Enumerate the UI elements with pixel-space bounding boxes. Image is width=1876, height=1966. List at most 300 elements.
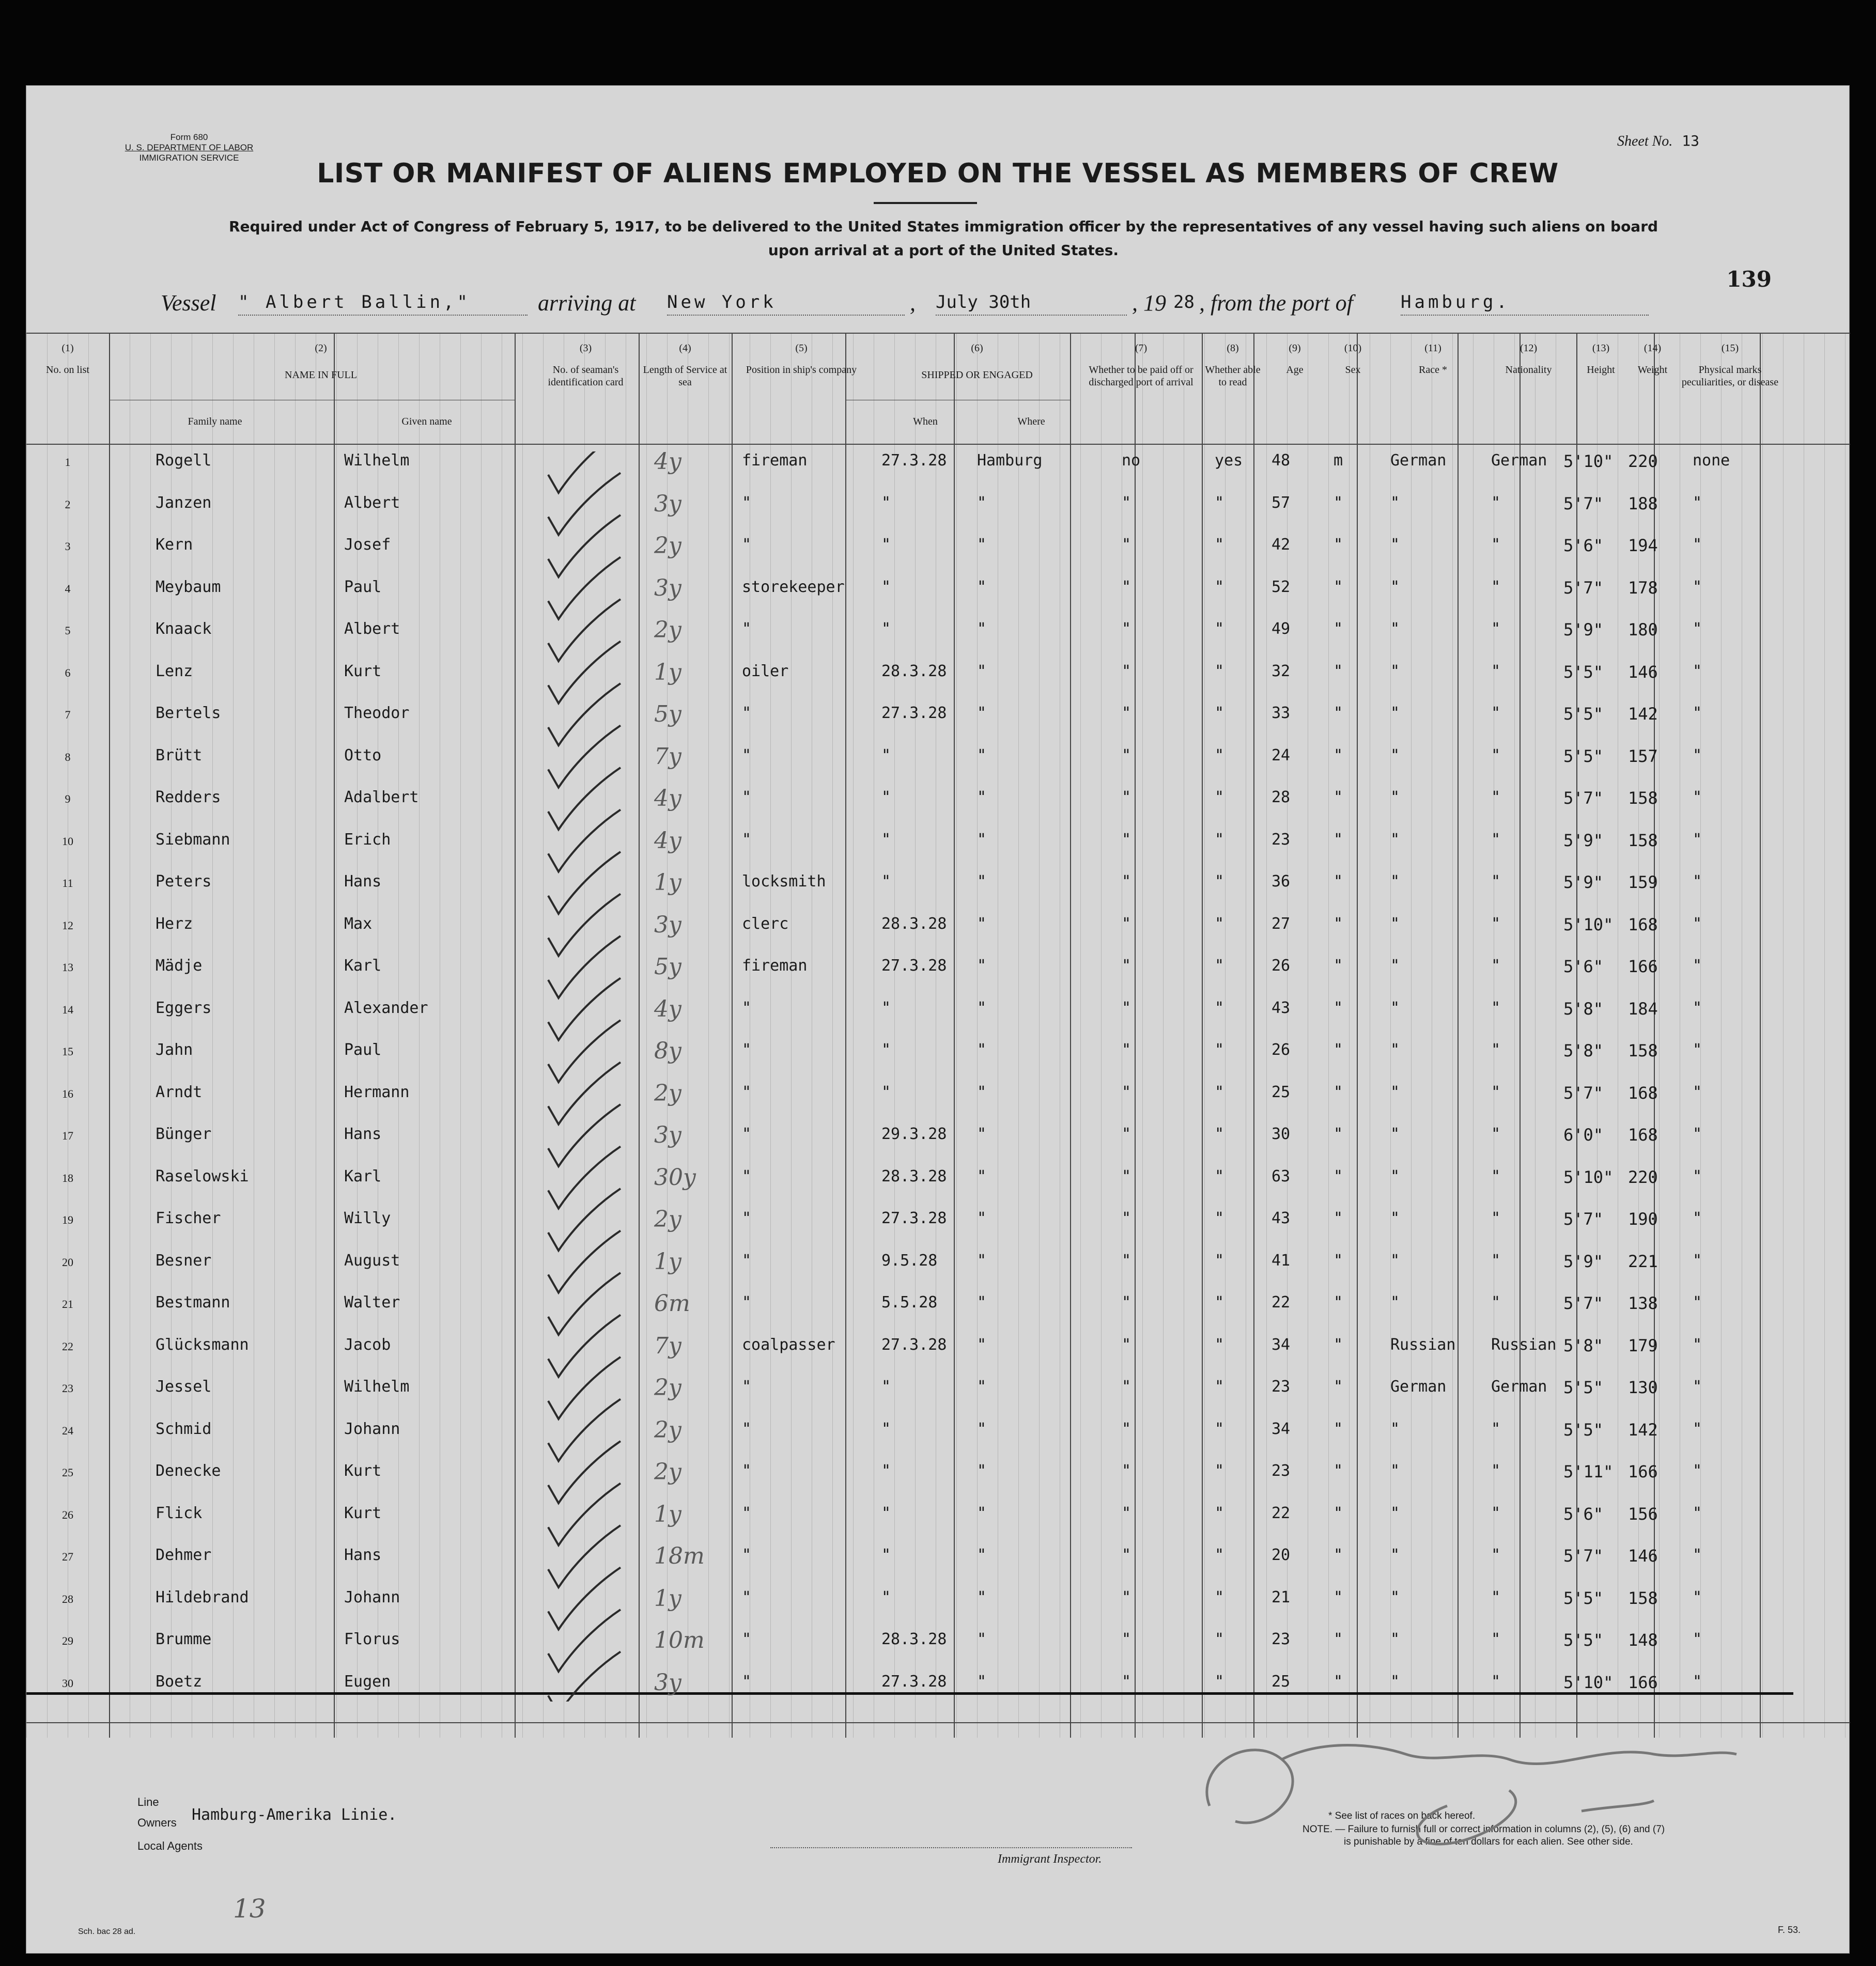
cell-service: 2y [654, 617, 681, 643]
cell-age: 27 [1272, 914, 1291, 933]
cell-read: " [1215, 1546, 1224, 1564]
cell-where: " [977, 1335, 987, 1354]
cell-position: locksmith [742, 872, 826, 891]
column-header-c1: No. on list [46, 364, 89, 376]
cell-height: 5'5" [1563, 1419, 1604, 1440]
manifest-sheet [26, 85, 1850, 1954]
column-header-given-name: Given name [401, 416, 452, 427]
fine-grid-line [1659, 333, 1660, 1738]
arriving-port: New York [667, 292, 905, 316]
row-number: 14 [62, 1003, 73, 1016]
cell-when: 28.3.28 [881, 1630, 947, 1648]
cell-sex: " [1334, 1672, 1343, 1691]
cell-when: " [881, 746, 891, 764]
cell-sex: " [1334, 1041, 1343, 1059]
cell-read: " [1215, 493, 1224, 512]
row-number: 28 [62, 1592, 73, 1605]
cell-position: " [742, 1419, 752, 1438]
cell-race: " [1390, 872, 1400, 891]
cell-height: 5'6" [1563, 957, 1604, 976]
cell-sex: " [1334, 620, 1343, 638]
cell-age: 34 [1272, 1335, 1291, 1354]
column-header-c3: No. of seaman's identification card [548, 364, 624, 388]
cell-position: " [742, 830, 752, 849]
cell-paid: " [1122, 1251, 1131, 1270]
cell-read: " [1215, 1335, 1224, 1354]
fine-grid-line [729, 333, 730, 1738]
cell-position: " [742, 746, 752, 764]
departure-port: Hamburg. [1401, 292, 1649, 316]
cell-when: " [881, 1546, 891, 1564]
cell-given: Willy [344, 1209, 391, 1227]
cell-where: " [977, 704, 987, 722]
cell-age: 42 [1272, 536, 1291, 554]
cell-weight: 156 [1628, 1504, 1658, 1524]
cell-position: " [742, 1125, 752, 1143]
column-rule [732, 333, 733, 1738]
row-number: 4 [65, 582, 71, 595]
cell-read: " [1215, 536, 1224, 554]
handwritten-sheet-number: 13 [233, 1894, 266, 1924]
column-header-c11: Race * [1419, 364, 1447, 376]
cell-service: 6m [654, 1290, 690, 1317]
cell-read: " [1215, 830, 1224, 849]
owners-value: Hamburg-Amerika Linie. [192, 1806, 397, 1824]
cell-race: " [1390, 704, 1400, 722]
checkmark [548, 810, 621, 872]
cell-when: 28.3.28 [881, 662, 947, 680]
cell-position: " [742, 1293, 752, 1312]
column-number-c2: (2) [315, 342, 327, 354]
cell-sex: " [1334, 1293, 1343, 1312]
fine-grid-line [1204, 333, 1205, 1738]
cell-marks: " [1693, 1209, 1702, 1227]
cell-marks: " [1693, 1041, 1702, 1059]
cell-when: 28.3.28 [881, 1167, 947, 1185]
cell-marks: " [1693, 620, 1702, 638]
cell-marks: " [1693, 1251, 1702, 1270]
cell-sex: " [1334, 872, 1343, 891]
column-header-c4: Length of Service at sea [643, 364, 727, 388]
cell-race: " [1390, 1251, 1400, 1270]
cell-age: 22 [1272, 1504, 1291, 1522]
cell-weight: 221 [1628, 1251, 1658, 1271]
comma: , [910, 290, 916, 316]
fine-grid-line [295, 333, 296, 1738]
cell-nationality: " [1491, 1083, 1501, 1101]
cell-height: 5'6" [1563, 536, 1604, 555]
cell-sex: " [1334, 1335, 1343, 1354]
cell-sex: " [1334, 1504, 1343, 1522]
cell-where: " [977, 1546, 987, 1564]
checkmark [548, 1568, 621, 1630]
column-header-when: When [913, 416, 938, 427]
checkmark [548, 1484, 621, 1546]
checkmark [548, 515, 621, 577]
cell-age: 23 [1272, 830, 1291, 849]
cell-sex: m [1334, 451, 1343, 470]
column-header-c5: Position in ship's company [746, 364, 857, 376]
fine-grid-line [1328, 333, 1329, 1738]
fine-grid-line [1080, 333, 1081, 1738]
cell-family: Fischer [156, 1209, 221, 1227]
cell-service: 10m [654, 1627, 705, 1653]
fine-grid-line [212, 333, 213, 1738]
column-number-c15: (15) [1721, 342, 1739, 354]
cell-marks: " [1693, 1419, 1702, 1438]
cell-race: " [1390, 1504, 1400, 1522]
cell-where: " [977, 493, 987, 512]
cell-read: " [1215, 998, 1224, 1017]
cell-sex: " [1334, 1419, 1343, 1438]
form-code: F. 53. [1778, 1925, 1801, 1935]
cell-height: 5'5" [1563, 1630, 1604, 1650]
year-prefix: , 19 [1132, 290, 1166, 316]
cell-sex: " [1334, 746, 1343, 764]
cell-service: 7y [654, 1332, 681, 1359]
cell-when: 28.3.28 [881, 914, 947, 933]
cell-sex: " [1334, 1462, 1343, 1480]
fine-grid-line [646, 333, 647, 1738]
cell-weight: 188 [1628, 493, 1658, 513]
fine-grid-line [1721, 333, 1722, 1738]
cell-nationality: " [1491, 620, 1501, 638]
cell-family: Brütt [156, 746, 203, 764]
cell-where: " [977, 1293, 987, 1312]
cell-given: Paul [344, 1041, 382, 1059]
cell-where: " [977, 620, 987, 638]
cell-read: " [1215, 1672, 1224, 1691]
checkmark [548, 852, 621, 914]
cell-family: Dehmer [156, 1546, 212, 1564]
cell-marks: " [1693, 1546, 1702, 1564]
cell-given: Adalbert [344, 788, 419, 806]
cell-nationality: " [1491, 578, 1501, 596]
sheet-number-value: 13 [1682, 132, 1699, 149]
column-rule [1760, 333, 1761, 1738]
cell-marks: " [1693, 1504, 1702, 1522]
checkmark [548, 894, 621, 956]
checkmark [548, 1610, 621, 1672]
cell-where: " [977, 998, 987, 1017]
cell-where: " [977, 788, 987, 806]
row-number: 24 [62, 1424, 73, 1437]
cell-read: yes [1215, 451, 1243, 470]
cell-marks: " [1693, 872, 1702, 891]
cell-where: " [977, 1672, 987, 1691]
row-number: 26 [62, 1508, 73, 1521]
cell-height: 5'8" [1563, 1041, 1604, 1060]
cell-sex: " [1334, 998, 1343, 1017]
column-header-c13: Height [1587, 364, 1615, 376]
cell-when: 27.3.28 [881, 1209, 947, 1227]
cell-where: " [977, 914, 987, 933]
fine-grid-line [109, 333, 110, 1738]
row-number: 15 [62, 1045, 73, 1058]
checkmark [548, 768, 621, 830]
cell-family: Kern [156, 536, 193, 554]
cell-paid: " [1122, 1378, 1131, 1396]
note-line-2: is punishable by a fine of ten dollars for each alien. See other side. [1344, 1836, 1633, 1847]
cell-service: 1y [654, 1248, 681, 1275]
cell-service: 7y [654, 743, 681, 770]
cell-when: " [881, 578, 891, 596]
fine-grid-line [1535, 333, 1536, 1738]
cell-race: " [1390, 1419, 1400, 1438]
cell-weight: 220 [1628, 451, 1658, 471]
cell-service: 8y [654, 1038, 681, 1064]
cell-service: 2y [654, 1206, 681, 1232]
vessel-line [161, 290, 1711, 321]
cell-weight: 220 [1628, 1167, 1658, 1187]
cell-when: " [881, 536, 891, 554]
cell-marks: " [1693, 914, 1702, 933]
cell-race: " [1390, 1546, 1400, 1564]
service-name: IMMIGRATION SERVICE [139, 153, 239, 163]
cell-race: German [1390, 1378, 1447, 1396]
cell-position: coalpasser [742, 1335, 835, 1354]
fine-grid-line [481, 333, 482, 1738]
cell-age: 49 [1272, 620, 1291, 638]
cell-when: " [881, 1378, 891, 1396]
cell-service: 4y [654, 995, 681, 1022]
fine-grid-line [1452, 333, 1453, 1738]
column-number-c7: (7) [1135, 342, 1148, 354]
fine-grid-line [1163, 333, 1164, 1738]
cell-race: German [1390, 451, 1447, 470]
fine-grid-line [1142, 333, 1143, 1738]
cell-given: Kurt [344, 1462, 382, 1480]
cell-sex: " [1334, 1630, 1343, 1648]
cell-service: 1y [654, 869, 681, 896]
cell-position: " [742, 536, 752, 554]
cell-when: 27.3.28 [881, 704, 947, 722]
cell-nationality: " [1491, 1630, 1501, 1648]
cell-race: " [1390, 1209, 1400, 1227]
column-rule [1135, 333, 1136, 1738]
cell-where: " [977, 1125, 987, 1143]
column-header-family-name: Family name [188, 416, 242, 427]
cell-when: 27.3.28 [881, 1672, 947, 1691]
cell-sex: " [1334, 1209, 1343, 1227]
cell-paid: " [1122, 1041, 1131, 1059]
cell-given: Karl [344, 1167, 382, 1185]
cell-given: Hans [344, 1546, 382, 1564]
cell-position: " [742, 1462, 752, 1480]
cell-height: 5'7" [1563, 1293, 1604, 1313]
cell-family: Mädje [156, 957, 203, 975]
cell-position: " [742, 1209, 752, 1227]
cell-age: 36 [1272, 872, 1291, 891]
cell-sex: " [1334, 1588, 1343, 1606]
cell-position: " [742, 788, 752, 806]
manifest-table [26, 333, 1850, 1738]
cell-given: Jacob [344, 1335, 391, 1354]
cell-nationality: Russian [1491, 1335, 1557, 1354]
cell-weight: 166 [1628, 1672, 1658, 1692]
cell-nationality: German [1491, 1378, 1547, 1396]
cell-weight: 146 [1628, 1546, 1658, 1566]
cell-read: " [1215, 620, 1224, 638]
cell-age: 41 [1272, 1251, 1291, 1270]
cell-position: " [742, 1630, 752, 1648]
cell-race: " [1390, 914, 1400, 933]
cell-read: " [1215, 1041, 1224, 1059]
cell-height: 5'8" [1563, 1335, 1604, 1355]
fine-grid-line [274, 333, 275, 1738]
cell-weight: 130 [1628, 1378, 1658, 1397]
cell-service: 3y [654, 1669, 681, 1696]
cell-weight: 190 [1628, 1209, 1658, 1229]
cell-height: 5'9" [1563, 620, 1604, 639]
cell-sex: " [1334, 1167, 1343, 1185]
verification-checkmarks [543, 451, 646, 1702]
cell-read: " [1215, 1167, 1224, 1185]
cell-where: " [977, 1083, 987, 1101]
cell-service: 5y [654, 701, 681, 727]
cell-nationality: " [1491, 998, 1501, 1017]
cell-height: 5'9" [1563, 1251, 1604, 1271]
cell-family: Jessel [156, 1378, 212, 1396]
cell-family: Hildebrand [156, 1588, 249, 1606]
cell-race: " [1390, 788, 1400, 806]
fine-grid-line [1514, 333, 1515, 1738]
cell-weight: 158 [1628, 1041, 1658, 1060]
cell-given: Hermann [344, 1083, 410, 1101]
cell-sex: " [1334, 578, 1343, 596]
cell-service: 5y [654, 954, 681, 980]
cell-family: Denecke [156, 1462, 221, 1480]
cell-nationality: " [1491, 1041, 1501, 1059]
cell-nationality: " [1491, 1167, 1501, 1185]
column-rule [334, 333, 335, 1738]
checkmark [548, 1147, 621, 1209]
cell-age: 23 [1272, 1378, 1291, 1396]
cell-race: " [1390, 662, 1400, 680]
row-number: 17 [62, 1129, 73, 1142]
cell-service: 1y [654, 1585, 681, 1612]
cell-family: Eggers [156, 998, 212, 1017]
row-number: 3 [65, 540, 71, 553]
fine-grid-line [770, 333, 771, 1738]
cell-service: 4y [654, 448, 681, 475]
cell-race: " [1390, 1041, 1400, 1059]
cell-when: 27.3.28 [881, 451, 947, 470]
cell-paid: " [1122, 1588, 1131, 1606]
cell-family: Janzen [156, 493, 212, 512]
cell-nationality: " [1491, 1251, 1501, 1270]
subtitle-line-2: upon arrival at a port of the United States. [768, 242, 1119, 259]
checkmark [548, 1357, 621, 1419]
cell-where: " [977, 1378, 987, 1396]
cell-marks: " [1693, 788, 1702, 806]
cell-height: 5'5" [1563, 704, 1604, 724]
fine-grid-line [1266, 333, 1267, 1738]
cell-position: " [742, 1251, 752, 1270]
cell-age: 23 [1272, 1462, 1291, 1480]
column-number-c4: (4) [679, 342, 691, 354]
cell-service: 1y [654, 1501, 681, 1527]
cell-nationality: " [1491, 872, 1501, 891]
cell-weight: 166 [1628, 957, 1658, 976]
cell-marks: " [1693, 1125, 1702, 1143]
cell-given: August [344, 1251, 400, 1270]
cell-when: " [881, 620, 891, 638]
cell-paid: " [1122, 872, 1131, 891]
column-header-c2: NAME IN FULL [285, 369, 357, 381]
fine-grid-line [1225, 333, 1226, 1738]
cell-weight: 168 [1628, 914, 1658, 934]
subtitle-line-1: Required under Act of Congress of February 5, 1917, to be delivered to the United States immigration officer by the representatives of any vessel having such aliens on board [228, 218, 1658, 235]
cell-given: Erich [344, 830, 391, 849]
cell-family: Arndt [156, 1083, 203, 1101]
cell-paid: " [1122, 578, 1131, 596]
cell-paid: " [1122, 493, 1131, 512]
fine-grid-line [1018, 333, 1019, 1738]
cell-height: 5'7" [1563, 578, 1604, 598]
cell-position: " [742, 704, 752, 722]
fine-grid-line [1101, 333, 1102, 1738]
cell-position: " [742, 1041, 752, 1059]
cell-height: 5'10" [1563, 451, 1614, 471]
row-number: 1 [65, 456, 71, 469]
cell-family: Bertels [156, 704, 221, 722]
column-rule [1520, 333, 1521, 1738]
row-number: 25 [62, 1466, 73, 1479]
cell-race: " [1390, 1293, 1400, 1312]
cell-read: " [1215, 704, 1224, 722]
fine-grid-line [1783, 333, 1784, 1738]
cell-where: " [977, 1588, 987, 1606]
cell-paid: " [1122, 1293, 1131, 1312]
local-agents-label: Local Agents [137, 1839, 203, 1852]
cell-weight: 158 [1628, 830, 1658, 850]
cell-read: " [1215, 872, 1224, 891]
cell-paid: " [1122, 704, 1131, 722]
cell-age: 25 [1272, 1672, 1291, 1691]
cell-given: Albert [344, 493, 400, 512]
checkmark [548, 936, 621, 998]
row-number: 5 [65, 624, 71, 637]
page-title: LIST OR MANIFEST OF ALIENS EMPLOYED ON THE VESSEL AS MEMBERS OF CREW [317, 158, 1559, 189]
checkmark [548, 683, 621, 745]
cell-service: 1y [654, 659, 681, 685]
cell-where: " [977, 830, 987, 849]
cell-service: 4y [654, 827, 681, 854]
cell-marks: " [1693, 1335, 1702, 1354]
inspector-signature-line [770, 1847, 1132, 1848]
cell-weight: 184 [1628, 998, 1658, 1019]
note-line-1: NOTE. — Failure to furnish full or correct information in columns (2), (5), (6) and (7) [1303, 1824, 1665, 1835]
fine-grid-line [26, 333, 27, 1738]
cell-age: 32 [1272, 662, 1291, 680]
cell-position: " [742, 1546, 752, 1564]
cell-paid: " [1122, 1630, 1131, 1648]
cell-service: 2y [654, 1375, 681, 1401]
cell-service: 2y [654, 1080, 681, 1106]
cell-height: 5'7" [1563, 1546, 1604, 1566]
cell-when: 27.3.28 [881, 957, 947, 975]
fine-grid-line [233, 333, 234, 1738]
cell-weight: 159 [1628, 872, 1658, 892]
cell-paid: " [1122, 746, 1131, 764]
cell-service: 3y [654, 911, 681, 938]
row-number: 18 [62, 1171, 73, 1184]
cell-height: 5'7" [1563, 493, 1604, 513]
cell-sex: " [1334, 788, 1343, 806]
cell-paid: " [1122, 1167, 1131, 1185]
cell-height: 5'5" [1563, 1378, 1604, 1397]
